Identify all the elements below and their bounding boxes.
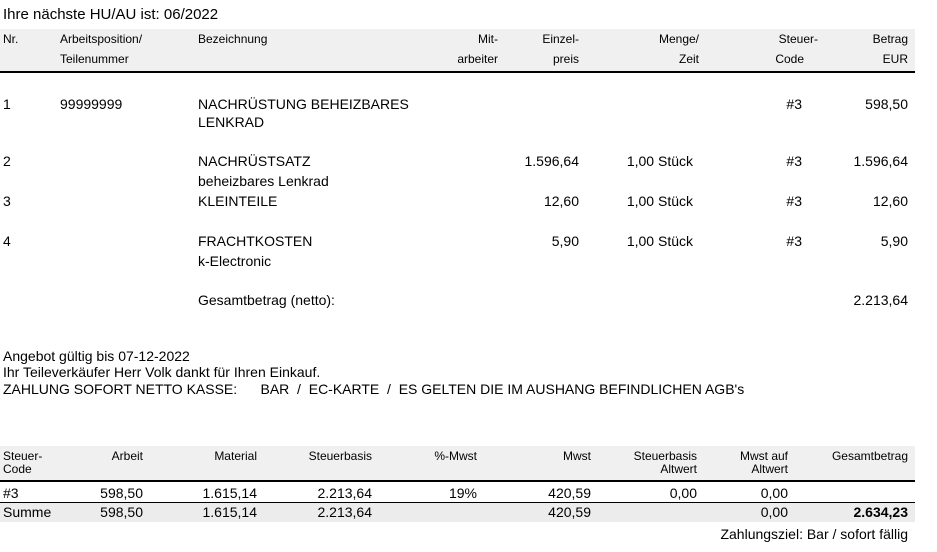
sum-basis: 2.213,64 (317, 485, 372, 501)
col-position: Arbeitsposition/ (60, 32, 143, 46)
sum-altbasis: 0,00 (669, 485, 697, 501)
col-mitarbeiter-2: arbeiter (457, 52, 498, 66)
sum-col-code: Steuer- (3, 449, 43, 463)
sum-col-pct: %-Mwst (434, 449, 477, 463)
summe-gesamt: 2.634,23 (853, 504, 908, 520)
item-qty: 1,00 Stück (626, 233, 693, 249)
item-desc: NACHRÜSTUNG BEHEIZBARES (198, 96, 409, 112)
sum-col-arbeit: Arbeit (111, 449, 143, 463)
sum-mwst: 420,59 (548, 485, 591, 501)
sum-arbeit: 598,50 (100, 485, 143, 501)
tax-summary-header-rule (0, 480, 915, 482)
col-mitarbeiter: Mit- (478, 32, 498, 46)
net-total-label: Gesamtbetrag (netto): (198, 292, 335, 308)
offer-validity: Angebot gültig bis 07-12-2022 (3, 348, 190, 364)
sum-code: #3 (3, 485, 19, 501)
sum-col-code-2: Code (3, 462, 32, 476)
item-desc-2: LENKRAD (198, 114, 265, 130)
item-amount: 12,60 (872, 193, 908, 209)
col-menge-2: Zeit (678, 52, 699, 66)
summe-basis: 2.213,64 (317, 504, 372, 520)
table-header-rule (0, 71, 915, 73)
col-einzelpreis-2: preis (552, 52, 579, 66)
sum-col-gesamt: Gesamtbetrag (831, 449, 908, 463)
sum-col-mwst: Mwst (563, 449, 591, 463)
payment-note: ZAHLUNG SOFORT NETTO KASSE: BAR / EC-KARTE / ES GELTEN DIE IM AUSHANG BEFINDLICHEN AGB's (3, 381, 745, 397)
summe-altmwst: 0,00 (760, 504, 788, 520)
col-betrag: Betrag (872, 32, 908, 46)
item-desc: FRACHTKOSTEN (198, 233, 313, 249)
item-nr: 4 (3, 233, 11, 249)
item-desc: NACHRÜSTSATZ (198, 153, 311, 169)
item-nr: 1 (3, 96, 11, 112)
item-price: 5,90 (551, 233, 579, 249)
item-qty: 1,00 Stück (626, 153, 693, 169)
sum-altmwst: 0,00 (760, 485, 788, 501)
item-amount: 598,50 (865, 96, 908, 112)
sum-col-altbasis: Steuerbasis (633, 449, 697, 463)
col-einzelpreis: Einzel- (542, 32, 579, 46)
item-desc-2: k-Electronic (198, 253, 272, 269)
item-nr: 3 (3, 193, 11, 209)
item-qty: 1,00 Stück (626, 193, 693, 209)
sum-col-altmwst: Mwst auf (739, 449, 788, 463)
item-desc-2: beheizbares Lenkrad (198, 173, 329, 189)
sum-material: 1.615,14 (202, 485, 257, 501)
sum-col-material: Material (214, 449, 257, 463)
sum-col-altmwst-2: Altwert (751, 462, 788, 476)
item-price: 12,60 (543, 193, 579, 209)
hu-notice: Ihre nächste HU/AU ist: 06/2022 (3, 6, 219, 23)
item-amount: 5,90 (880, 233, 908, 249)
col-nr: Nr. (3, 32, 19, 46)
col-menge: Menge/ (658, 32, 699, 46)
col-steuercode-2: Code (775, 52, 804, 66)
payment-terms: Zahlungsziel: Bar / sofort fällig (720, 526, 908, 542)
item-code: #3 (786, 233, 802, 249)
col-bezeichnung: Bezeichnung (198, 32, 268, 46)
col-position-2: Teilenummer (60, 52, 129, 66)
item-part: 99999999 (60, 96, 123, 112)
sum-pct: 19% (448, 485, 477, 501)
col-betrag-2: EUR (882, 52, 908, 66)
net-total-value: 2.213,64 (853, 292, 908, 308)
item-nr: 2 (3, 153, 11, 169)
item-code: #3 (786, 193, 802, 209)
col-steuercode: Steuer- (778, 32, 818, 46)
item-code: #3 (786, 153, 802, 169)
summe-material: 1.615,14 (202, 504, 257, 520)
summe-mwst: 420,59 (548, 504, 591, 520)
item-price: 1.596,64 (524, 153, 579, 169)
sum-col-basis: Steuerbasis (308, 449, 372, 463)
item-desc: KLEINTEILE (198, 193, 278, 209)
sum-col-altbasis-2: Altwert (660, 462, 697, 476)
item-amount: 1.596,64 (853, 153, 908, 169)
summe-arbeit: 598,50 (100, 504, 143, 520)
summe-label: Summe (3, 504, 52, 520)
item-code: #3 (786, 96, 802, 112)
thanks-note: Ihr Teileverkäufer Herr Volk dankt für Ihren Einkauf. (3, 364, 321, 380)
